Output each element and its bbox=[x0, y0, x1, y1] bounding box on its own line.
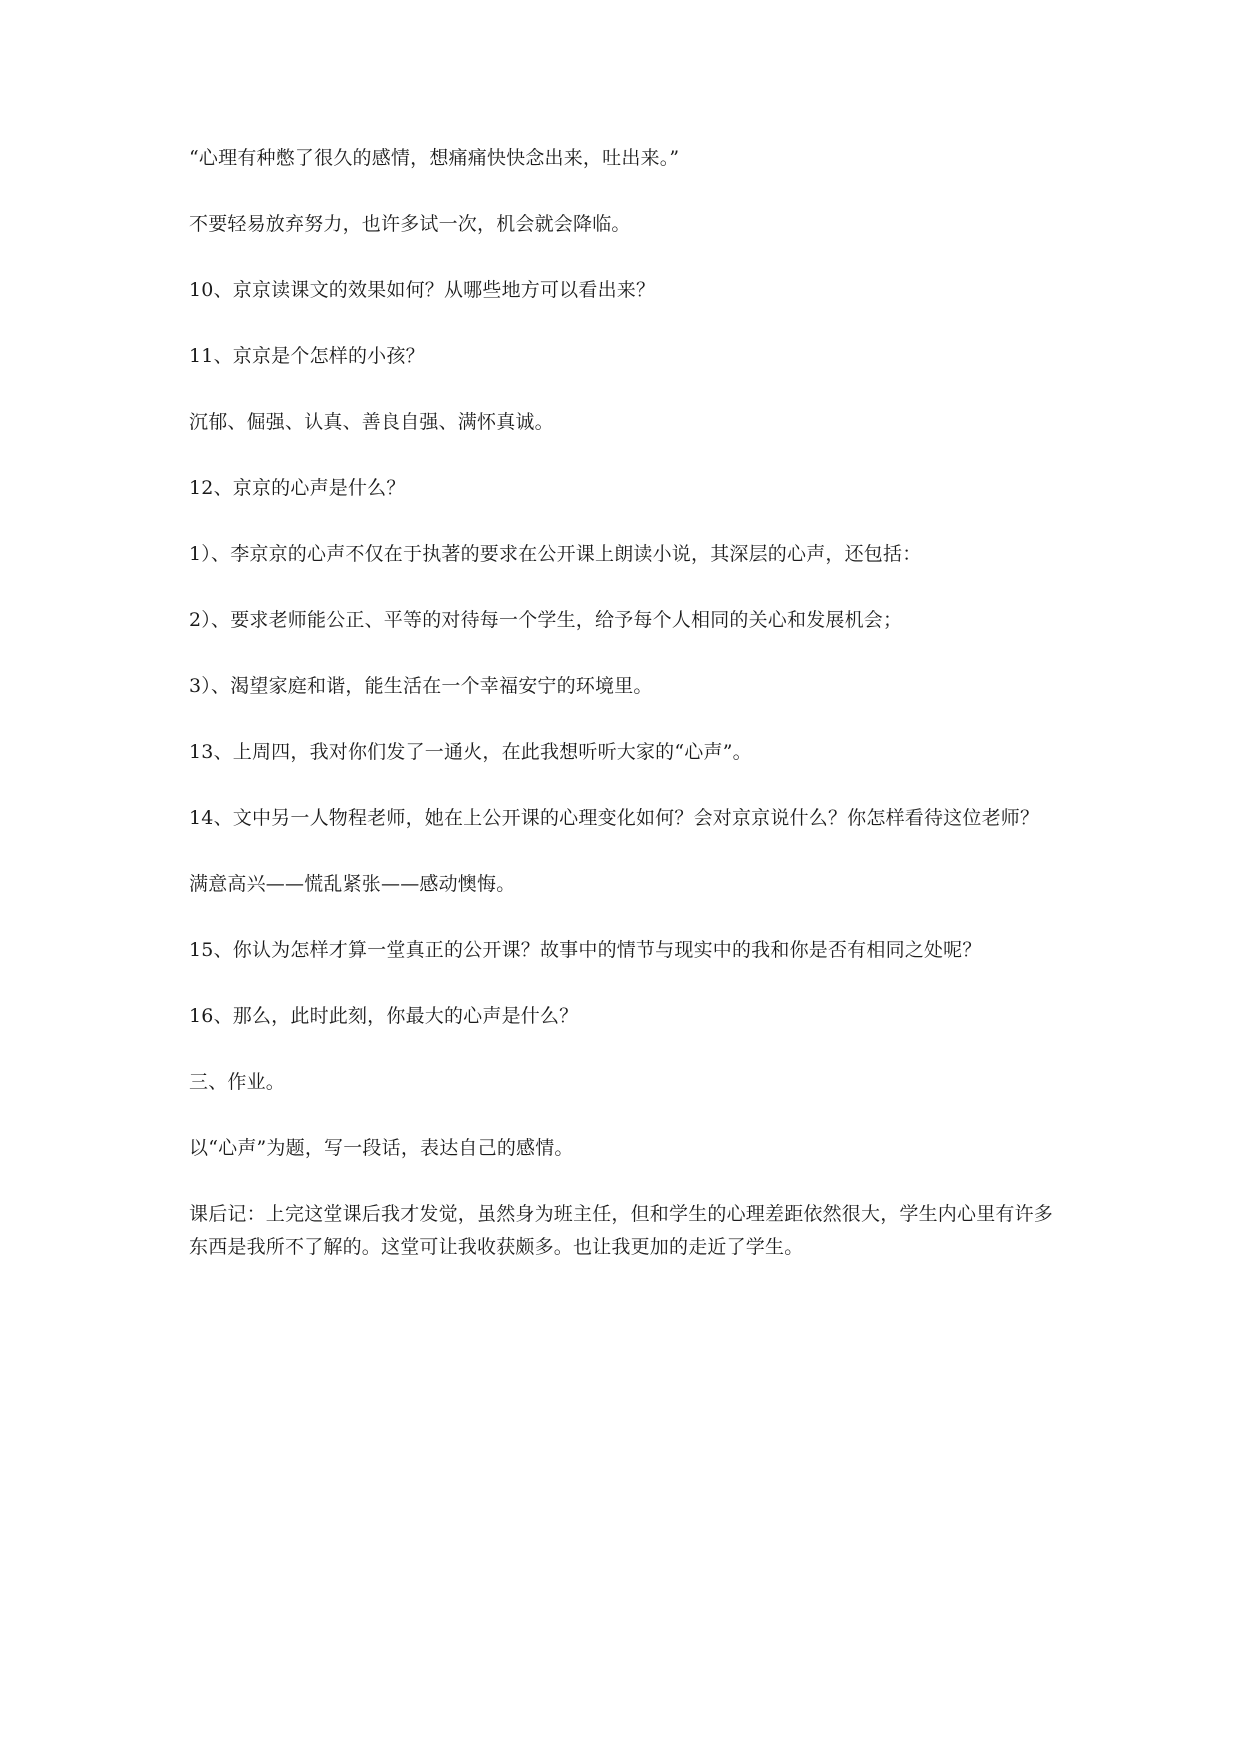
question-15: 15、你认为怎样才算一堂真正的公开课？故事中的情节与现实中的我和你是否有相同之处呢？ bbox=[189, 939, 982, 961]
answer-14: 满意高兴——慌乱紧张——感动懊悔。 bbox=[189, 873, 516, 895]
afterword-paragraph: 课后记：上完这堂课后我才发觉，虽然身为班主任，但和学生的心理差距依然很大，学生内心里有许多东西是我所不了解的。这堂可让我收获颇多。也让我更加的走近了学生。 bbox=[189, 1203, 1054, 1258]
encouragement-paragraph: 不要轻易放弃努力，也许多试一次，机会就会降临。 bbox=[189, 213, 631, 235]
question-16: 16、那么，此时此刻，你最大的心声是什么？ bbox=[189, 1005, 579, 1027]
question-12: 12、京京的心声是什么？ bbox=[189, 477, 406, 499]
quote-paragraph: “心理有种憋了很久的感情，想痛痛快快念出来，吐出来。” bbox=[189, 147, 680, 169]
answer-12-item-1: 1）、李京京的心声不仅在于执著的要求在公开课上朗读小说，其深层的心声，还包括： bbox=[189, 543, 922, 565]
answer-12-item-3: 3）、渴望家庭和谐，能生活在一个幸福安宁的环境里。 bbox=[189, 675, 653, 697]
answer-12-item-2: 2）、要求老师能公正、平等的对待每一个学生，给予每个人相同的关心和发展机会； bbox=[189, 609, 903, 631]
question-10: 10、京京读课文的效果如何？从哪些地方可以看出来？ bbox=[189, 279, 656, 301]
answer-11: 沉郁、倔强、认真、善良自强、满怀真诚。 bbox=[189, 411, 554, 433]
document-body bbox=[189, 142, 1059, 1297]
homework-task: 以“心声”为题，写一段话，表达自己的感情。 bbox=[189, 1137, 574, 1159]
question-14: 14、文中另一人物程老师，她在上公开课的心理变化如何？会对京京说什么？你怎样看待这位老师？ bbox=[189, 807, 1040, 829]
question-11: 11、京京是个怎样的小孩？ bbox=[189, 345, 425, 367]
question-13: 13、上周四，我对你们发了一通火，在此我想听听大家的“心声”。 bbox=[189, 741, 752, 763]
section-homework-heading: 三、作业。 bbox=[189, 1071, 286, 1093]
